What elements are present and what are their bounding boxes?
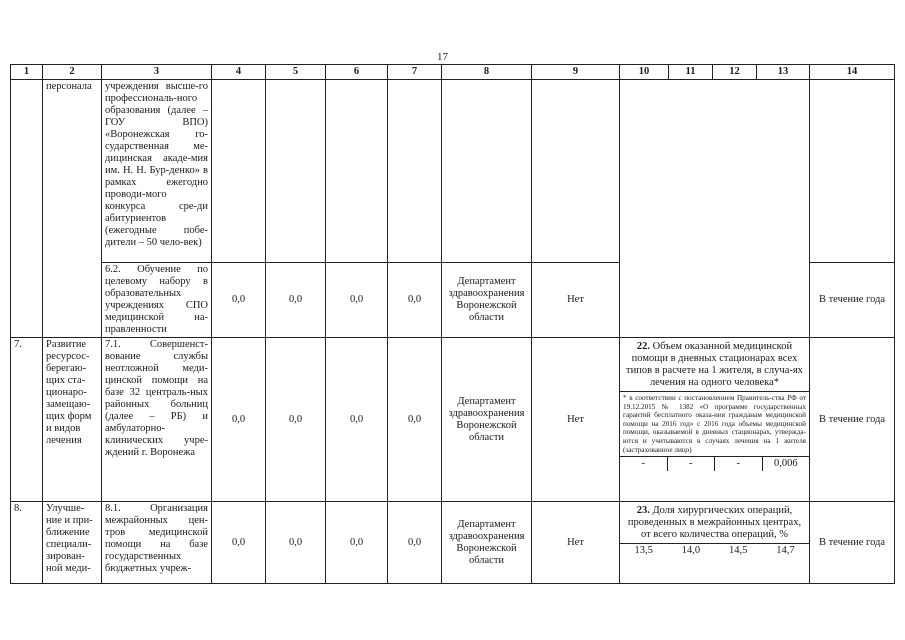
source-cell: Нет (532, 263, 620, 338)
indicator-title (620, 502, 809, 543)
measures-table (10, 64, 895, 584)
indicator-value: 13,5 (620, 543, 667, 558)
executor-cell: Департамент здравоохранения Воронежской области (442, 263, 532, 338)
section-name: Улучше-ние и при-ближение специали-зирован-ной меди- (43, 502, 102, 584)
header-cell: 11 (669, 65, 713, 80)
indicator-values (620, 456, 809, 471)
value-cell: 0,0 (266, 502, 326, 584)
row-number: 8. (11, 502, 43, 584)
measure-text: 7.1. Совершенст-вование службы неотложной меди-цинской помощи на базе 32 централь-ных районных больниц (далее – РБ) и амбулаторно-клинических учре-ждений г. Воронежа (102, 338, 212, 502)
value-cell: 0,0 (266, 338, 326, 502)
value-cell: 0,0 (388, 502, 442, 584)
header-cell: 6 (326, 65, 388, 80)
table-row (11, 80, 895, 263)
header-cell: 3 (102, 65, 212, 80)
source-cell: Нет (532, 338, 620, 502)
header-cell: 14 (810, 65, 895, 80)
indicator-value: 0,006 (762, 457, 810, 471)
measure-text: 6.2. Обучение по целевому набору в образовательных учреждениях СПО медицинской на-правленности (102, 263, 212, 338)
indicator-cell (620, 502, 810, 584)
indicator-text: Объем оказанной медицинской помощи в дневных стационарах всех типов в расчете на 1 жителя, в случа-ях лечения на одного человека* (626, 341, 803, 388)
header-cell: 9 (532, 65, 620, 80)
header-cell: 13 (757, 65, 810, 80)
term-cell: В течение года (810, 502, 895, 584)
header-cell: 2 (43, 65, 102, 80)
value-cell: 0,0 (212, 263, 266, 338)
table-row (11, 338, 895, 502)
indicator-cell (620, 338, 810, 502)
indicator-text: Доля хирургических операций, проведенных в межрайонных центрах, от всего количества операций, % (627, 505, 802, 540)
header-cell: 12 (713, 65, 757, 80)
measure-text: учреждения высше-го профессиональ-ного образования (далее – ГОУ ВПО) «Воронежская го-сударственная ме-дицинская акаде-мия им. Н. Н. Бур-денко» в рамках ежегодно проводи-мого конкурса сре-ди абитуриентов (ежегодные побе-дители – 50 чело-век) (102, 80, 212, 263)
page-number: 17 (437, 51, 448, 63)
header-cell: 4 (212, 65, 266, 80)
header-cell: 1 (11, 65, 43, 80)
indicator-value: 14,0 (667, 543, 714, 558)
term-cell: В течение года (810, 263, 895, 338)
header-cell: 10 (620, 65, 669, 80)
indicator-value: 14,7 (762, 543, 809, 558)
value-cell: 0,0 (266, 263, 326, 338)
indicator-value: - (667, 457, 715, 471)
value-cell: 0,0 (326, 263, 388, 338)
indicator-number: 23. (636, 505, 650, 516)
indicator-value: - (641, 458, 645, 470)
indicator-value: - (714, 457, 762, 471)
header-cell: 8 (442, 65, 532, 80)
value-cell: 0,0 (388, 263, 442, 338)
executor-cell: Департамент здравоохранения Воронежской области (442, 502, 532, 584)
value-cell: 0,0 (326, 502, 388, 584)
source-cell: Нет (532, 502, 620, 584)
value-cell: 0,0 (388, 338, 442, 502)
term-cell: В течение года (810, 338, 895, 502)
value-cell: 0,0 (326, 338, 388, 502)
value-cell: 0,0 (212, 338, 266, 502)
indicator-number: 22. (636, 341, 650, 352)
header-row (11, 65, 895, 80)
indicator-footnote: * в соответствии с постановлением Правитель-ства РФ от 19.12.2015 № 1382 «О программе государственных гарантий бесплатного оказа-ния гражданам медицинской помощи на 2016 год» с 2016 года объемы медицинской помощи, оказываемой в дневных стационарах, утвержда-ются и учитываются в случаях лечения на 1 жителя (застрахованное лицо) (620, 391, 809, 456)
section-name: персонала (43, 80, 102, 338)
measure-text: 8.1. Организация межрайонных цен-тров медицинской помощи на базе государственных бюджетных учреж- (102, 502, 212, 584)
table-row (11, 502, 895, 584)
header-cell: 5 (266, 65, 326, 80)
indicator-title (620, 338, 809, 391)
value-cell: 0,0 (212, 502, 266, 584)
indicator-value: 14,5 (715, 543, 762, 558)
row-number: 7. (11, 338, 43, 502)
executor-cell: Департамент здравоохранения Воронежской области (442, 338, 532, 502)
header-cell: 7 (388, 65, 442, 80)
section-name: Развитие ресурсос-берегаю-щих ста-ционаро-замещаю-щих форм и видов лечения (43, 338, 102, 502)
indicator-values (620, 543, 809, 558)
